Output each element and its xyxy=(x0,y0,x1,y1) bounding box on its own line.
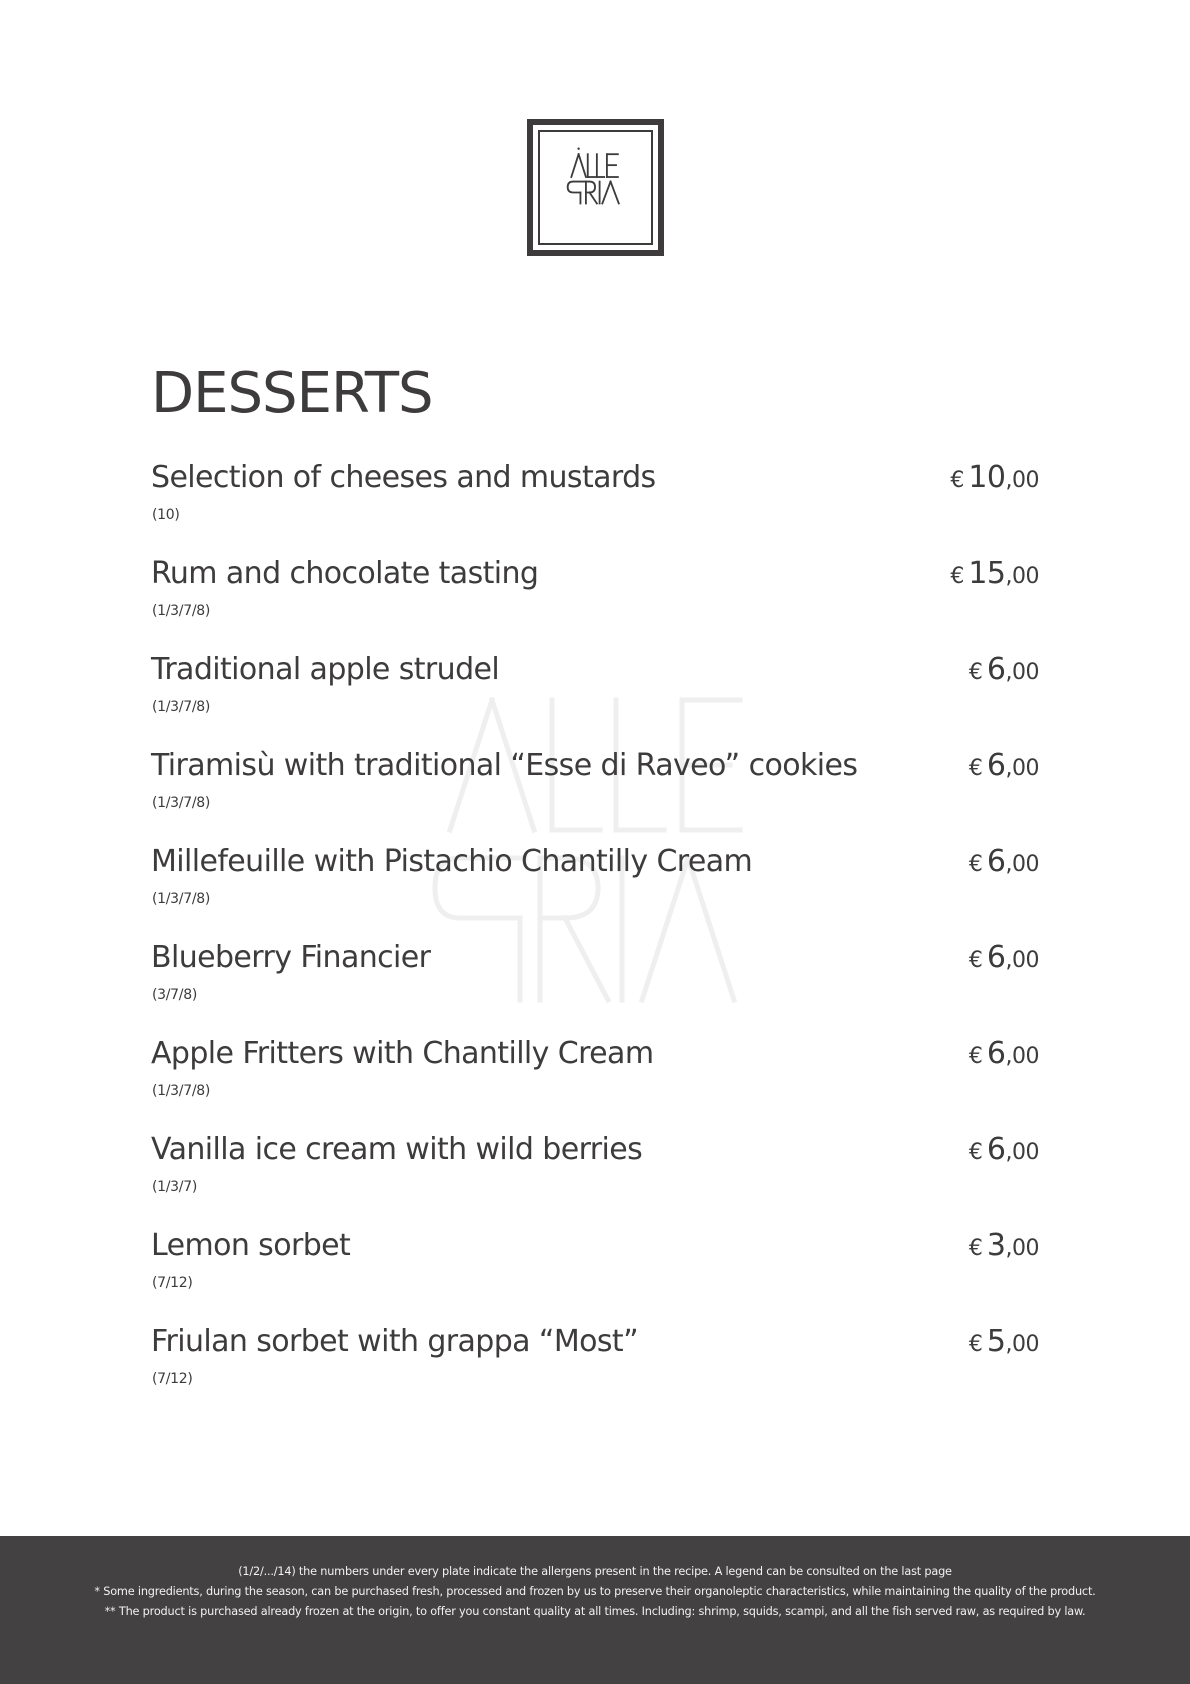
price-units: 6 xyxy=(986,844,1006,879)
price-units: 3 xyxy=(986,1228,1006,1263)
price-cents: ,00 xyxy=(1005,756,1039,781)
price-currency: € xyxy=(968,1236,983,1261)
menu-item xyxy=(151,554,1039,650)
item-price xyxy=(969,652,1039,692)
price-units: 6 xyxy=(986,748,1006,783)
item-name: Friulan sorbet with grappa “Most” xyxy=(151,1324,639,1359)
menu-item xyxy=(151,1322,1039,1418)
logo-lettering xyxy=(533,125,658,250)
price-cents: ,00 xyxy=(1005,1332,1039,1357)
price-units: 6 xyxy=(986,1036,1006,1071)
footer-band xyxy=(0,1536,1190,1684)
footer-notes xyxy=(0,1562,1190,1622)
frozen-origin-note: ** The product is purchased already frozen at the origin, to offer you constant quality at all times. Including: shrimp, squids, scampi, and all the fish served raw, as required by law. xyxy=(104,1605,1086,1618)
item-name: Millefeuille with Pistachio Chantilly Cream xyxy=(151,844,753,879)
price-currency: € xyxy=(968,756,983,781)
price-currency: € xyxy=(968,660,983,685)
item-name: Apple Fritters with Chantilly Cream xyxy=(151,1036,654,1071)
item-price xyxy=(969,1324,1039,1364)
dessert-list xyxy=(151,458,1039,1418)
price-currency: € xyxy=(968,948,983,973)
item-name: Tiramisù with traditional “Esse di Raveo” cookies xyxy=(151,748,858,783)
item-price xyxy=(969,940,1039,980)
price-currency: € xyxy=(968,1044,983,1069)
price-currency: € xyxy=(968,852,983,877)
price-cents: ,00 xyxy=(1005,468,1039,493)
menu-item xyxy=(151,1034,1039,1130)
allergen-note: (1/2/.../14) the numbers under every plate indicate the allergens present in the recipe. A legend can be consulted on the last page xyxy=(238,1565,952,1578)
menu-item xyxy=(151,842,1039,938)
item-allergens: (1/3/7/8) xyxy=(152,891,211,907)
item-price xyxy=(969,748,1039,788)
price-currency: € xyxy=(968,1140,983,1165)
item-price xyxy=(969,1132,1039,1172)
price-currency: € xyxy=(968,1332,983,1357)
item-price xyxy=(969,1228,1039,1268)
item-allergens: (10) xyxy=(152,507,180,523)
item-price xyxy=(950,460,1039,500)
price-units: 15 xyxy=(968,556,1006,591)
menu-item xyxy=(151,1226,1039,1322)
item-name: Selection of cheeses and mustards xyxy=(151,460,656,495)
item-allergens: (3/7/8) xyxy=(152,987,197,1003)
item-price xyxy=(950,556,1039,596)
price-currency: € xyxy=(950,468,965,493)
price-units: 6 xyxy=(986,940,1006,975)
price-cents: ,00 xyxy=(1005,852,1039,877)
item-name: Lemon sorbet xyxy=(151,1228,351,1263)
item-name: Vanilla ice cream with wild berries xyxy=(151,1132,643,1167)
price-cents: ,00 xyxy=(1005,564,1039,589)
price-units: 6 xyxy=(986,1132,1006,1167)
menu-item xyxy=(151,938,1039,1034)
item-price xyxy=(969,1036,1039,1076)
menu-item xyxy=(151,650,1039,746)
menu-item xyxy=(151,1130,1039,1226)
frozen-ingredients-note: * Some ingredients, during the season, can be purchased fresh, processed and frozen by us to preserve their organoleptic characteristics, while maintaining the quality of the product. xyxy=(94,1585,1096,1598)
price-cents: ,00 xyxy=(1005,948,1039,973)
price-units: 5 xyxy=(986,1324,1006,1359)
allegria-logo xyxy=(527,119,664,256)
price-currency: € xyxy=(950,564,965,589)
price-cents: ,00 xyxy=(1005,1236,1039,1261)
page-title: DESSERTS xyxy=(151,361,433,426)
item-name: Traditional apple strudel xyxy=(151,652,500,687)
item-allergens: (1/3/7/8) xyxy=(152,699,211,715)
item-allergens: (1/3/7/8) xyxy=(152,1083,211,1099)
price-units: 6 xyxy=(986,652,1006,687)
menu-item xyxy=(151,746,1039,842)
item-allergens: (7/12) xyxy=(152,1371,193,1387)
price-cents: ,00 xyxy=(1005,1044,1039,1069)
item-allergens: (1/3/7/8) xyxy=(152,603,211,619)
item-allergens: (1/3/7) xyxy=(152,1179,197,1195)
price-cents: ,00 xyxy=(1005,1140,1039,1165)
item-allergens: (1/3/7/8) xyxy=(152,795,211,811)
item-name: Blueberry Financier xyxy=(151,940,431,975)
price-cents: ,00 xyxy=(1005,660,1039,685)
menu-item xyxy=(151,458,1039,554)
price-units: 10 xyxy=(968,460,1006,495)
item-price xyxy=(969,844,1039,884)
item-allergens: (7/12) xyxy=(152,1275,193,1291)
item-name: Rum and chocolate tasting xyxy=(151,556,539,591)
